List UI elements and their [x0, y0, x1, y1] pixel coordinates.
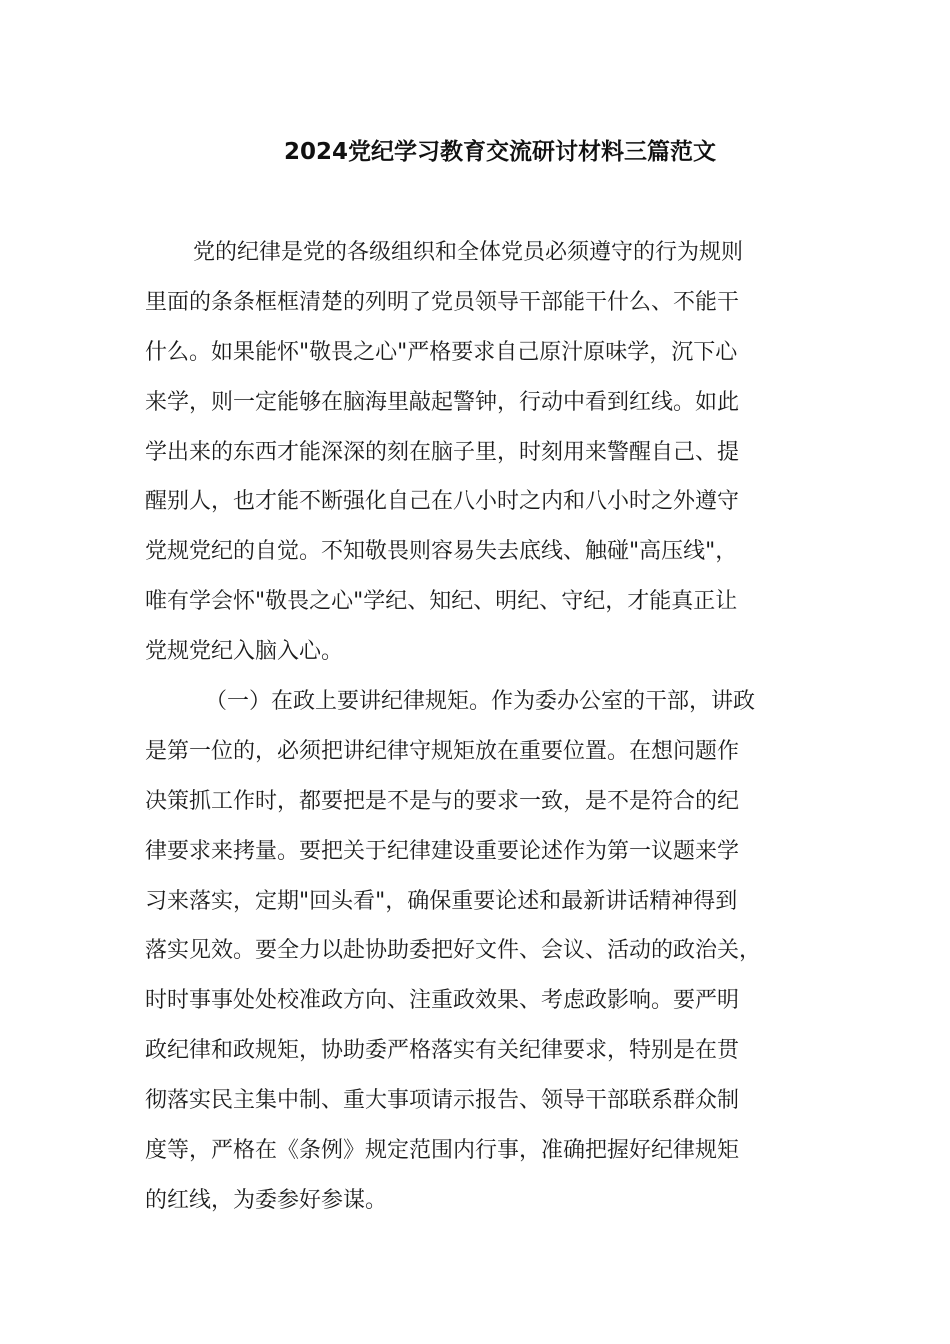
text-line: 学出来的东西才能深深的刻在脑子里，时刻用来警醒自己、提: [145, 439, 740, 465]
text-line: 什么。如果能怀"敬畏之心"严格要求自己原汁原味学，沉下心: [145, 339, 738, 365]
text-line: 落实见效。要全力以赴协助委把好文件、会议、活动的政治关，: [145, 938, 762, 964]
text-line: 党的纪律是党的各级组织和全体党员必须遵守的行为规则: [193, 240, 744, 265]
section-heading-line: （一）在政上要讲纪律规矩。作为委办公室的干部，讲政: [205, 689, 756, 715]
text-line: 时时事事处处校准政方向、注重政效果、考虑政影响。要严明: [145, 988, 740, 1014]
text-line: 党规党纪的自觉。不知敬畏则容易失去底线、触碰"高压线"，: [145, 539, 738, 565]
text-line: 醒别人，也才能不断强化自己在八小时之内和八小时之外遵守: [145, 489, 740, 515]
paragraph-section-1: [145, 677, 825, 1226]
text-line: 政纪律和政规矩，协助委严格落实有关纪律要求，特别是在贯: [145, 1038, 740, 1064]
text-line: 里面的条条框框清楚的列明了党员领导干部能干什么、不能干: [145, 289, 740, 315]
document-body: [145, 228, 825, 1226]
paragraph-intro: [145, 228, 825, 677]
text-line: 决策抓工作时，都要把是不是与的要求一致，是不是符合的纪: [145, 788, 740, 814]
text-line: 律要求来拷量。要把关于纪律建设重要论述作为第一议题来学: [145, 838, 740, 864]
text-line: 是第一位的，必须把讲纪律守规矩放在重要位置。在想问题作: [145, 738, 740, 764]
document-title: 2024党纪学习教育交流研讨材料三篇范文: [283, 139, 716, 165]
text-line: 来学，则一定能够在脑海里敲起警钟，行动中看到红线。如此: [145, 389, 740, 415]
text-line: 度等，严格在《条例》规定范围内行事，准确把握好纪律规矩: [145, 1138, 740, 1164]
text-line: 的红线，为委参好参谋。: [145, 1187, 388, 1213]
text-line: 彻落实民主集中制、重大事项请示报告、领导干部联系群众制: [145, 1088, 740, 1114]
text-line: 唯有学会怀"敬畏之心"学纪、知纪、明纪、守纪，才能真正让: [145, 589, 738, 615]
text-line: 党规党纪入脑入心。: [145, 639, 344, 665]
text-line: 习来落实，定期"回头看"，确保重要论述和最新讲话精神得到: [145, 888, 738, 914]
